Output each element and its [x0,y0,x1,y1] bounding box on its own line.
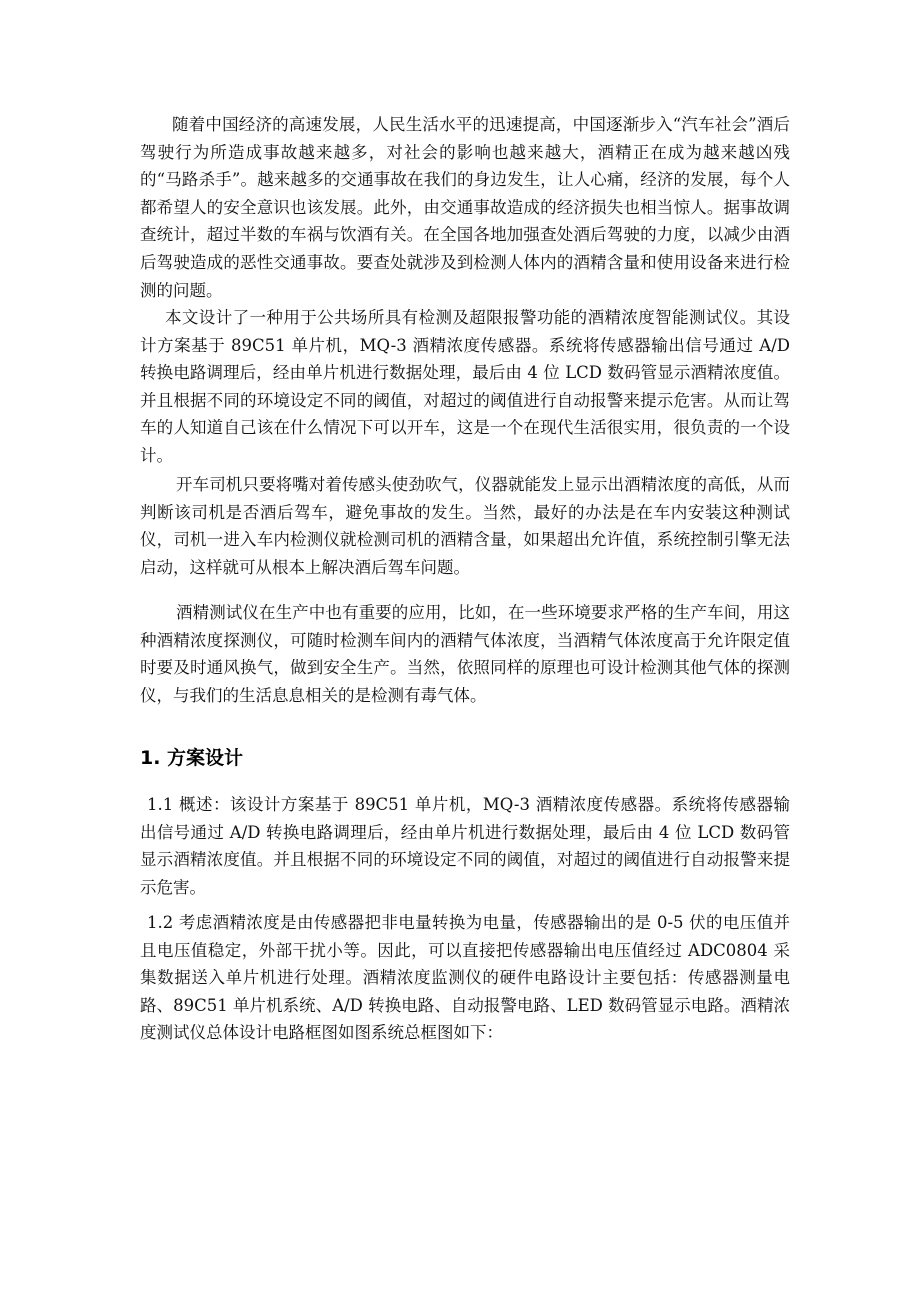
section-paragraph-1-2: 1.2 考虑酒精浓度是由传感器把非电量转换为电量，传感器输出的是 0-5 伏的电压值并且电压值稳定，外部干扰小等。因此，可以直接把传感器输出电压值经过 ADC0804 采集数据送入单片机进行处理。酒精浓度监测仪的硬件电路设计主要包括：传感器测量电路、89C51 单片机系统、A/D 转换电路、自动报警电路、LED 数码管显示电路。酒精浓度测试仪总体设计电路框图如图系统总框图如下： [140,913,790,1043]
section-heading: 1. 方案设计 [140,747,244,769]
intro-paragraph-4: 酒精测试仪在生产中也有重要的应用，比如，在一些环境要求严格的生产车间，用这种酒精浓度探测仪，可随时检测车间内的酒精气体浓度，当酒精气体浓度高于允许限定值时要及时通风换气，做到安全生产。当然，依照同样的原理也可设计检测其他气体的探测仪，与我们的生活息息相关的是检测有毒气体。 [140,603,790,705]
intro-paragraph-1: 随着中国经济的高速发展，人民生活水平的迅速提高，中国逐渐步入“汽车社会”酒后驾驶行为所造成事故越来越多，对社会的影响也越来越大，酒精正在成为越来越凶残的“马路杀手”。越来越多的交通事故在我们的身边发生，让人心痛，经济的发展，每个人都希望人的安全意识也该发展。此外，由交通事故造成的经济损失也相当惊人。据事故调查统计，超过半数的车祸与饮酒有关。在全国各地加强查处酒后驾驶的力度，以减少由酒后驾驶造成的恶性交通事故。要查处就涉及到检测人体内的酒精含量和使用设备来进行检测的问题。 [140,115,790,300]
intro-paragraph-2: 本文设计了一种用于公共场所具有检测及超限报警功能的酒精浓度智能测试仪。其设计方案基于 89C51 单片机，MQ-3 酒精浓度传感器。系统将传感器输出信号通过 A/D 转换电路调理后，经由单片机进行数据处理，最后由 4 位 LCD 数码管显示酒精浓度值。并且根据不同的环境设定不同的阈值，对超过的阈值进行自动报警来提示危害。从而让驾车的人知道自己该在什么情况下可以开车，这是一个在现代生活很实用，很负责的一个设计。 [140,308,790,465]
intro-paragraph-3: 开车司机只要将嘴对着传感头使劲吹气，仪器就能发上显示出酒精浓度的高低，从而判断该司机是否酒后驾车，避免事故的发生。当然，最好的办法是在车内安装这种测试仪，司机一进入车内检测仪就检测司机的酒精含量，如果超出允许值，系统控制引擎无法启动，这样就可从根本上解决酒后驾车问题。 [140,475,790,577]
section-paragraph-1-1: 1.1 概述：该设计方案基于 89C51 单片机，MQ-3 酒精浓度传感器。系统将传感器输出信号通过 A/D 转换电路调理后，经由单片机进行数据处理，最后由 4 位 LCD 数码管显示酒精浓度值。并且根据不同的环境设定不同的阈值，对超过的阈值进行自动报警来提示危害。 [140,795,790,897]
